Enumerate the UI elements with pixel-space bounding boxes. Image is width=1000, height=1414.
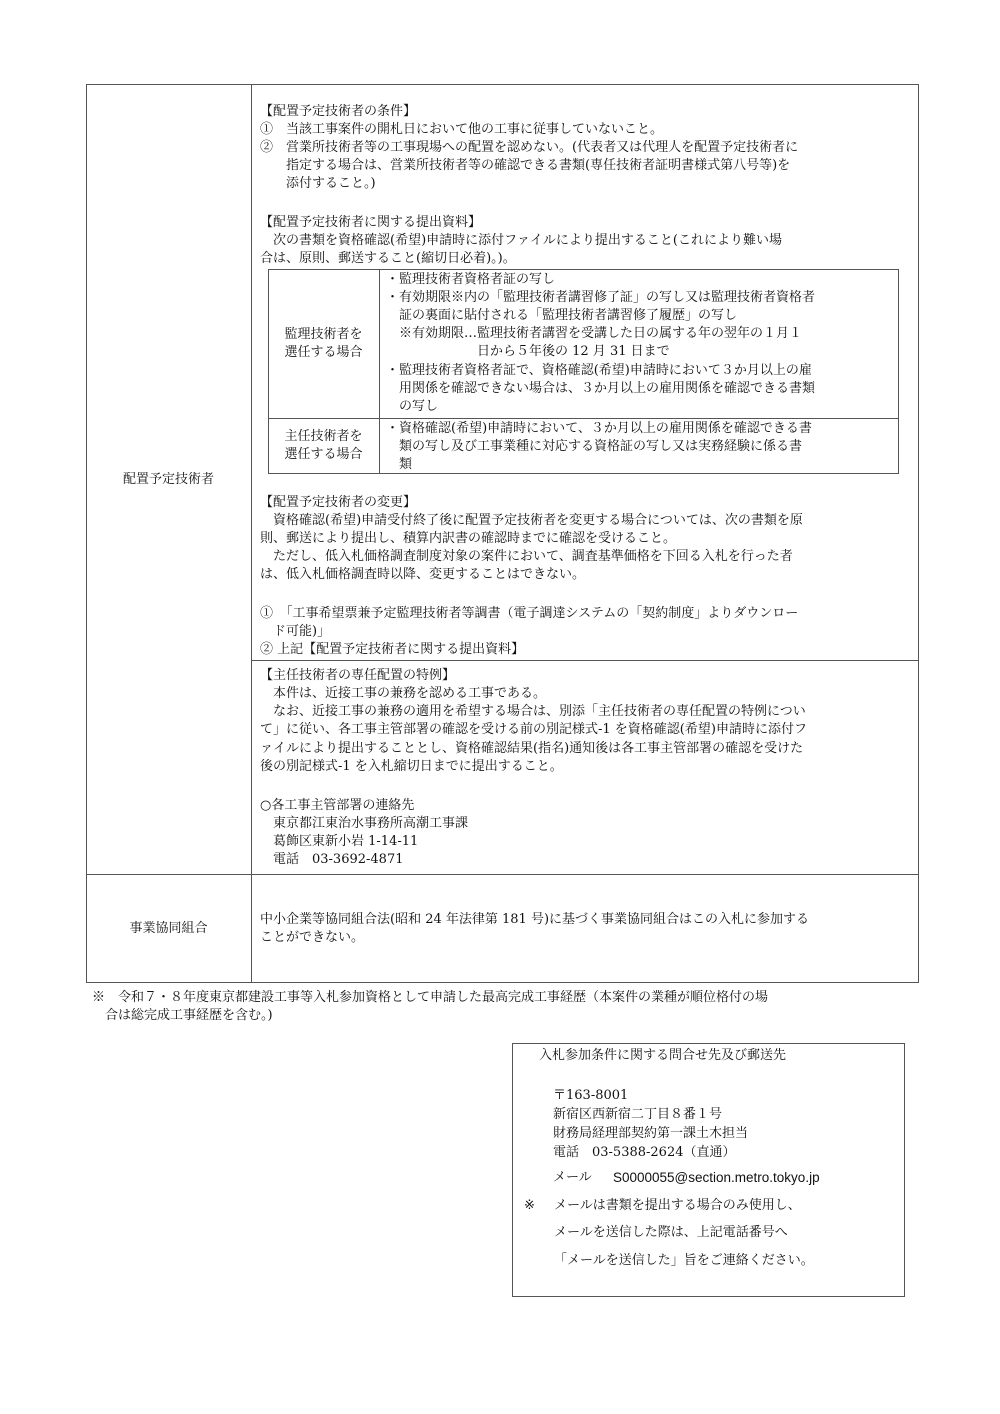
conditions-line: 添付すること。)	[260, 176, 376, 191]
kanri-item-line: ・監理技術者資格者証の写し	[386, 272, 556, 287]
cooperative-line: ことができない。	[260, 930, 365, 945]
contact-address-line: 財務局経理部契約第一課土木担当	[553, 1126, 749, 1141]
shunin-label-line: 選任する場合	[284, 447, 363, 462]
inner-table-column-divider	[379, 269, 380, 474]
main-table-row-divider	[86, 874, 919, 875]
documents-heading: 【配置予定技術者に関する提出資料】	[260, 215, 482, 230]
change-line: 資格確認(希望)申請受付終了後に配置予定技術者を変更する場合については、次の書類を原	[260, 513, 803, 528]
change-line: 則、郵送により提出し、積算内訳書の確認時までに確認を受けること。	[260, 531, 677, 546]
placement-row-label: 配置予定技術者	[122, 472, 214, 487]
contact-note-line: メールは書類を提出する場合のみ使用し、	[554, 1198, 801, 1213]
kanri-item-line: ・有効期限※内の「監理技術者講習修了証」の写し又は監理技術者資格者	[386, 290, 816, 305]
special-line: て」に従い、各工事主管部署の確認を受ける前の別記様式-1 を資格確認(希望)申請時に添付フ	[260, 722, 807, 737]
contact-note-line: 「メールを送信した」旨をご連絡ください。	[554, 1253, 814, 1268]
special-line: 後の別記様式-1 を入札縮切日までに提出すること。	[260, 759, 563, 774]
contact-note-line: メールを送信した際は、上記電話番号へ	[554, 1225, 788, 1240]
change-line: は、低入札価格調査時以降、変更することはできない。	[260, 567, 586, 582]
change-item: ① 「工事希望票兼予定監理技術者等調書（電子調達システムの「契約制度」よりダウンロー	[260, 606, 799, 621]
footnote-line: 合は総完成工事経歴を含む。)	[92, 1008, 273, 1023]
contact-address-line: 〒163-8001	[553, 1088, 629, 1103]
contact-address-line: 電話 03-5388-2624（直通）	[553, 1145, 736, 1160]
special-heading: 【主任技術者の専任配置の特例】	[260, 668, 456, 683]
conditions-line: 指定する場合は、営業所技術者等の確認できる書類(専任技術者証明書様式第八号等)を	[260, 158, 791, 173]
cooperative-line: 中小企業等協同組合法(昭和 24 年法律第 181 号)に基づく事業協同組合はこの入札に参加する	[260, 912, 810, 927]
kanri-item-line: ※有効期限…監理技術者講習を受講した日の属する年の翌年の１月１	[386, 326, 803, 341]
change-item: ド可能)」	[260, 624, 331, 639]
shunin-label-line: 主任技術者を	[284, 429, 363, 444]
contact-note-mark: ※	[524, 1198, 535, 1213]
inner-table-row-divider	[268, 418, 899, 419]
kanri-label-line: 監理技術者を	[284, 327, 363, 342]
documents-line: 次の書類を資格確認(希望)申請時に添付ファイルにより提出すること(これにより難い場	[260, 233, 782, 248]
change-heading: 【配置予定技術者の変更】	[260, 495, 417, 510]
conditions-line: ① 当該工事案件の開札日において他の工事に従事していないこと。	[260, 122, 664, 137]
kanri-label-line: 選任する場合	[284, 345, 363, 360]
kanri-item-line: 証の裏面に貼付される「監理技術者講習修了履歴」の写し	[386, 308, 738, 323]
special-contact-line: 電話 03-3692-4871	[260, 852, 404, 867]
shunin-item-line: 類	[386, 457, 413, 472]
conditions-heading: 【配置予定技術者の条件】	[260, 104, 417, 119]
special-contact-line: 東京都江東治水事務所高潮工事課	[260, 816, 469, 831]
kanri-item-line: 日から５年後の 12 月 31 日まで	[386, 344, 670, 359]
special-line: 本件は、近接工事の兼務を認める工事である。	[260, 686, 547, 701]
main-table-column-divider	[251, 84, 252, 983]
kanri-item-line: 用関係を確認できない場合は、３か月以上の雇用関係を確認できる書類	[386, 381, 816, 396]
special-contact-line: 葛飾区東新小岩 1-14-11	[260, 834, 419, 849]
documents-line: 合は、原則、郵送すること(縮切日必着)。)。	[260, 251, 516, 266]
special-line: なお、近接工事の兼務の適用を希望する場合は、別添「主任技術者の専任配置の特例につい	[260, 704, 806, 719]
kanri-item-line: の写し	[386, 399, 439, 414]
footnote-line: ※ 令和７・８年度東京都建設工事等入札参加資格として申請した最高完成工事経歴（本案件の業種が順位格付の場	[92, 990, 769, 1005]
contact-address-line: 新宿区西新宿二丁目８番１号	[553, 1107, 723, 1122]
special-line: ァイルにより提出することとし、資格確認結果(指名)通知後は各工事主管部署の確認を受けた	[260, 741, 804, 756]
shunin-item-line: ・資格確認(希望)申請時において、３か月以上の雇用関係を確認できる書	[386, 421, 812, 436]
change-line: ただし、低入札価格調査制度対象の案件において、調査基準価格を下回る入札を行った者	[260, 549, 793, 564]
contact-mail-address[interactable]: S0000055@section.metro.tokyo.jp	[613, 1170, 820, 1185]
kanri-item-line: ・監理技術者資格者証で、資格確認(希望)申請時において３か月以上の雇	[386, 363, 812, 378]
contact-box-title: 入札参加条件に関する問合せ先及び郵送先	[539, 1048, 787, 1063]
cooperative-row-label: 事業協同組合	[129, 921, 208, 936]
conditions-line: ② 営業所技術者等の工事現場への配置を認めない。(代表者又は代理人を配置予定技術者に	[260, 140, 799, 155]
change-item: ② 上記【配置予定技術者に関する提出資料】	[260, 642, 525, 657]
contact-mail-label: メール	[553, 1170, 592, 1185]
main-table-subrow-divider	[251, 660, 919, 661]
special-contact-line: ○各工事主管部署の連絡先	[260, 798, 415, 813]
shunin-item-line: 類の写し及び工事業種に対応する資格証の写し又は実務経験に係る書	[386, 439, 803, 454]
